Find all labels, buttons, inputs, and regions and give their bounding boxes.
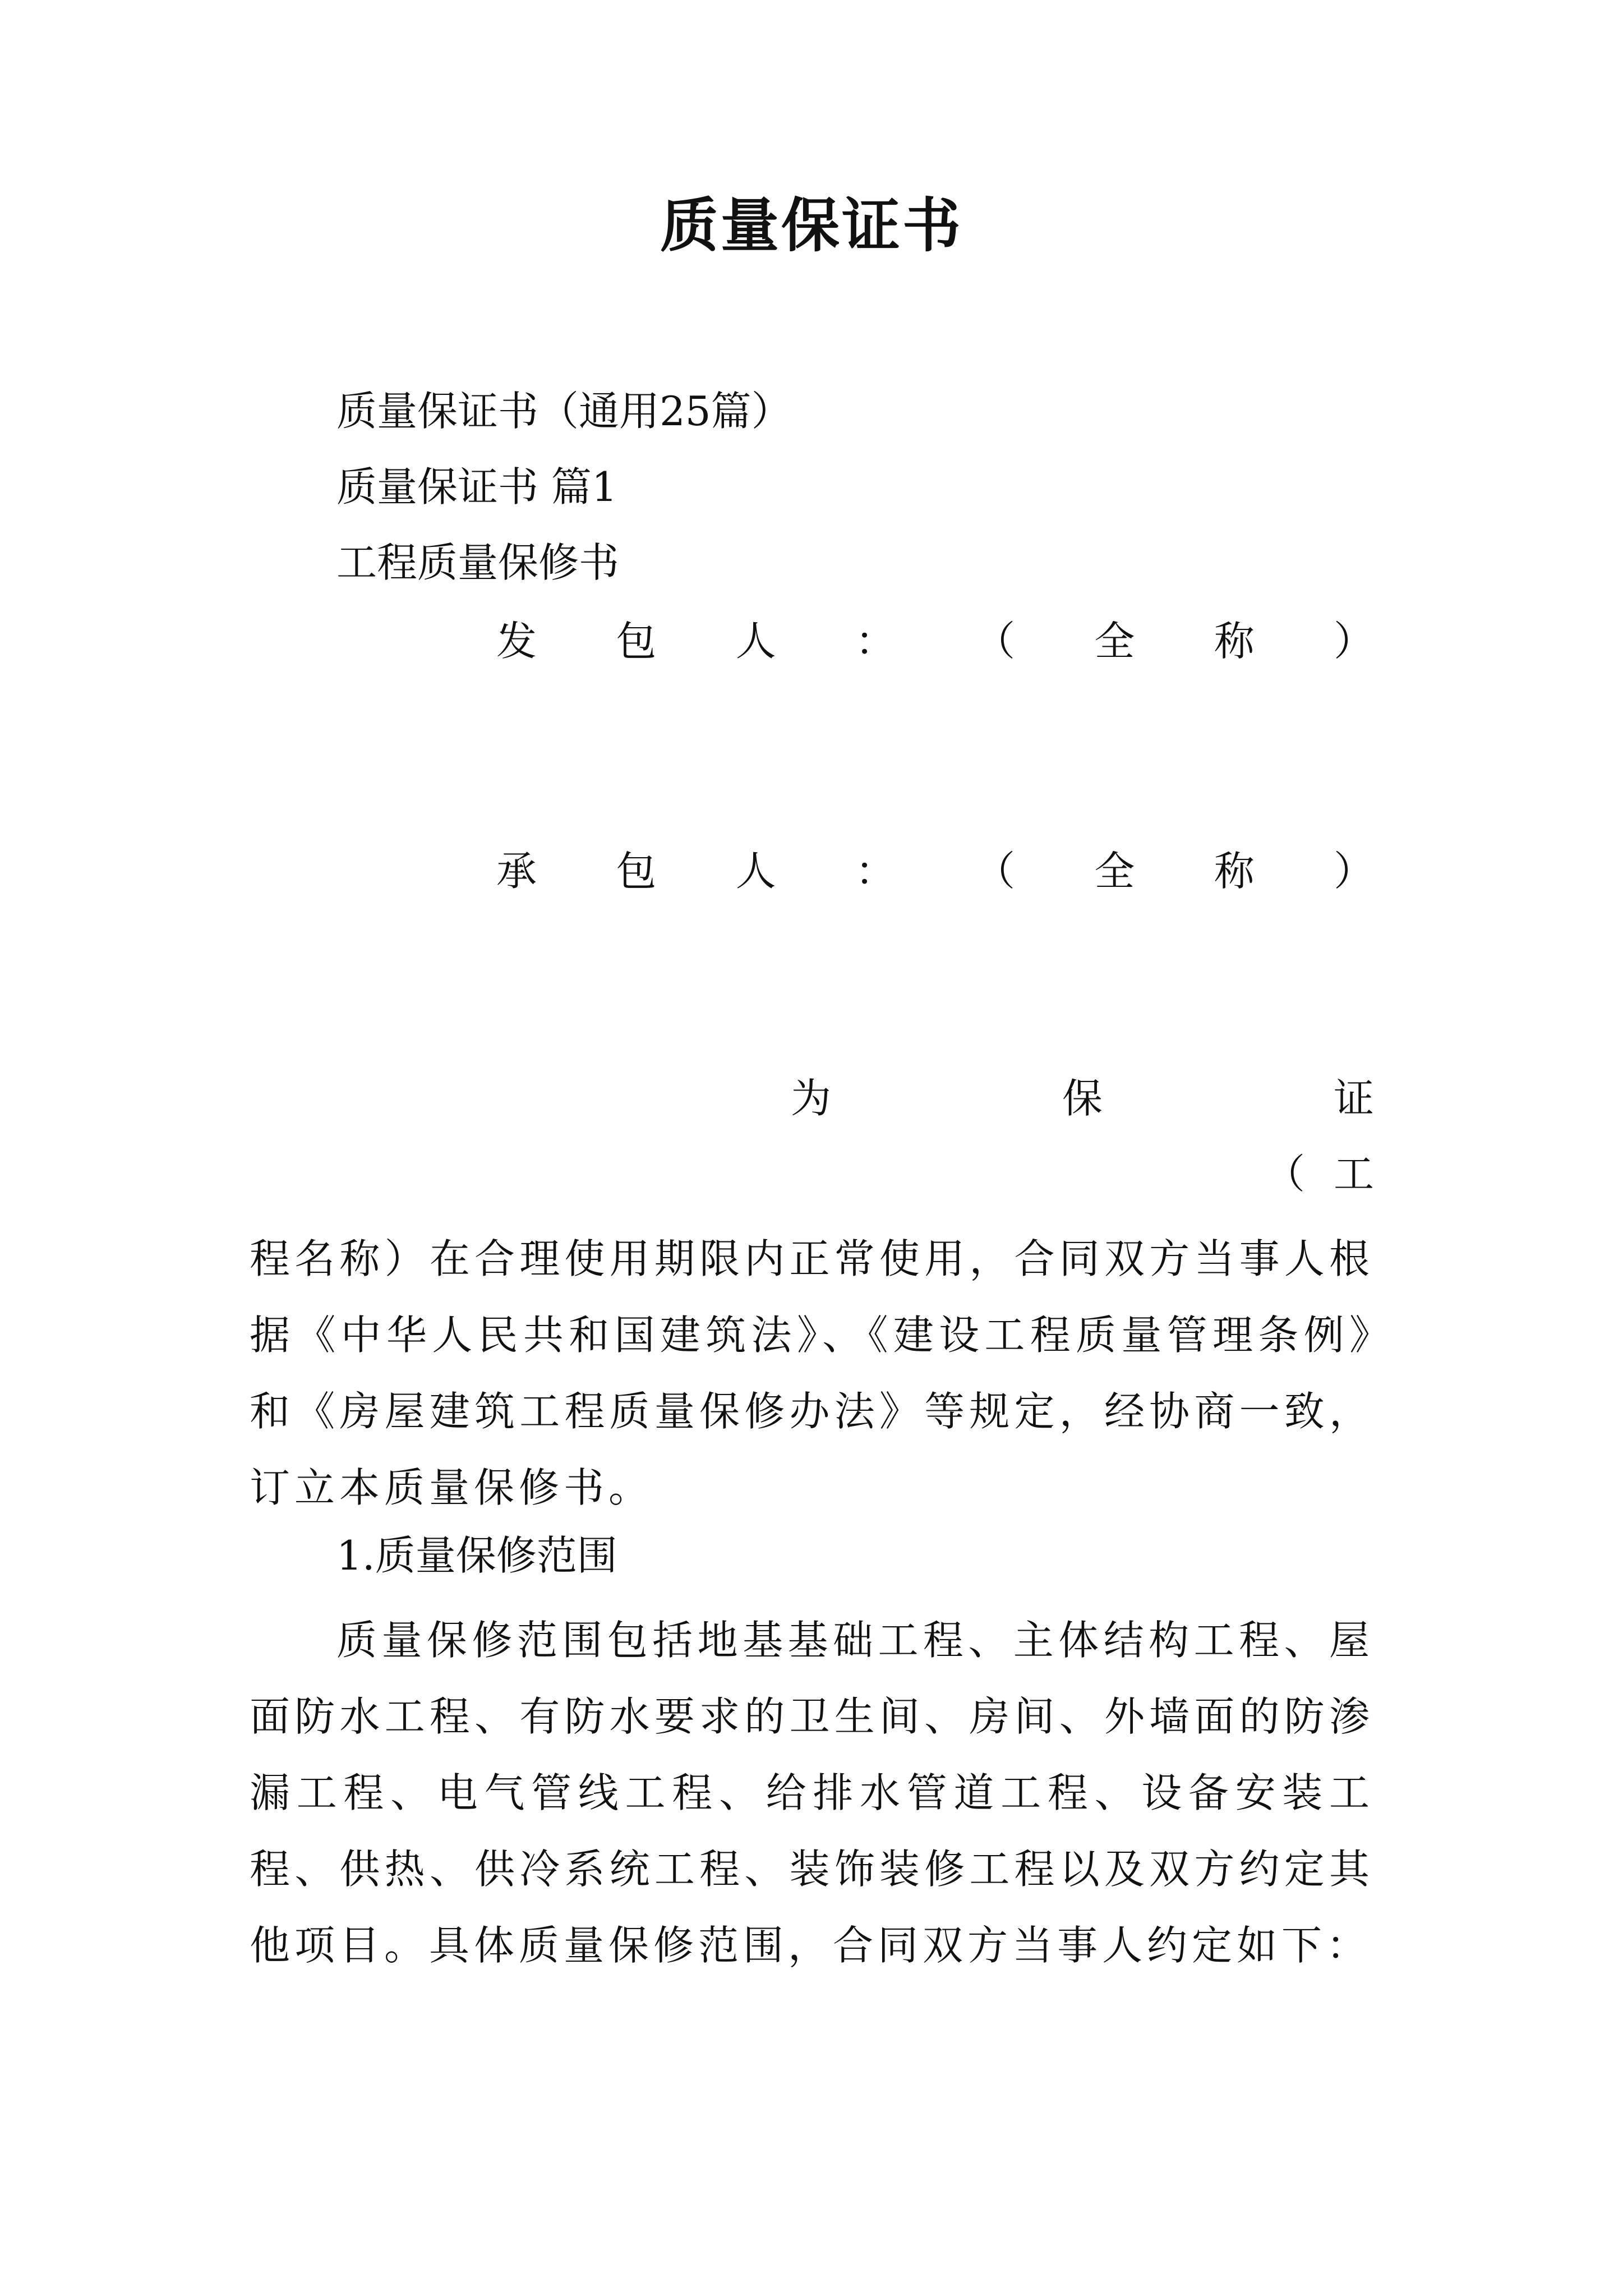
subtitle-line: 质量保证书（通用25篇） — [336, 388, 792, 435]
section-1-body: 质量保修范围包括地基基础工程、主体结构工程、屋面防水工程、有防水要求的卫生间、房间、外墙面的防渗漏工程、电气管线工程、给排水管道工程、设备安装工程、供热、供冷系统工程、装饰装修工程以及双方约定其他项目。具体质量保修范围，合同双方当事人约定如下： — [250, 1617, 1374, 1969]
contractor-char: ） — [1333, 848, 1374, 895]
section-1-heading: 1.质量保修范围 — [336, 1532, 617, 1579]
purpose-row — [791, 1074, 1374, 1122]
employer-char: 包 — [616, 618, 657, 665]
intro-paragraph: 程名称）在合理使用期限内正常使用，合同双方当事人根据《中华人民共和国建筑法》、《建设工程质量管理条例》和《房屋建筑工程质量保修办法》等规定，经协商一致，订立本质量保修书。 — [250, 1235, 1374, 1511]
project-name-row — [1265, 1150, 1374, 1198]
purpose-char: 证 — [1333, 1075, 1374, 1122]
contractor-row — [496, 847, 1374, 895]
contractor-char: 人 — [735, 848, 776, 895]
contractor-char: ： — [855, 848, 896, 895]
article-heading: 质量保证书 篇1 — [336, 463, 617, 510]
employer-char: 全 — [1094, 618, 1135, 665]
employer-row — [496, 617, 1374, 665]
contractor-char: 称 — [1214, 848, 1255, 895]
purpose-char: 为 — [791, 1075, 832, 1122]
purpose-char: 保 — [1062, 1075, 1103, 1122]
document-title: 质量保证书 — [660, 191, 963, 260]
contractor-char: 包 — [616, 848, 657, 895]
contractor-char: 承 — [496, 848, 537, 895]
contractor-char: （ — [975, 848, 1016, 895]
employer-char: 发 — [496, 618, 537, 665]
document-name: 工程质量保修书 — [336, 539, 620, 586]
employer-char: （ — [975, 618, 1016, 665]
contractor-char: 全 — [1094, 848, 1135, 895]
employer-char: 人 — [735, 618, 776, 665]
employer-char: ： — [855, 618, 896, 665]
project-char: （ — [1265, 1151, 1306, 1198]
employer-char: ） — [1333, 618, 1374, 665]
project-char: 工 — [1333, 1151, 1374, 1198]
employer-char: 称 — [1214, 618, 1255, 665]
